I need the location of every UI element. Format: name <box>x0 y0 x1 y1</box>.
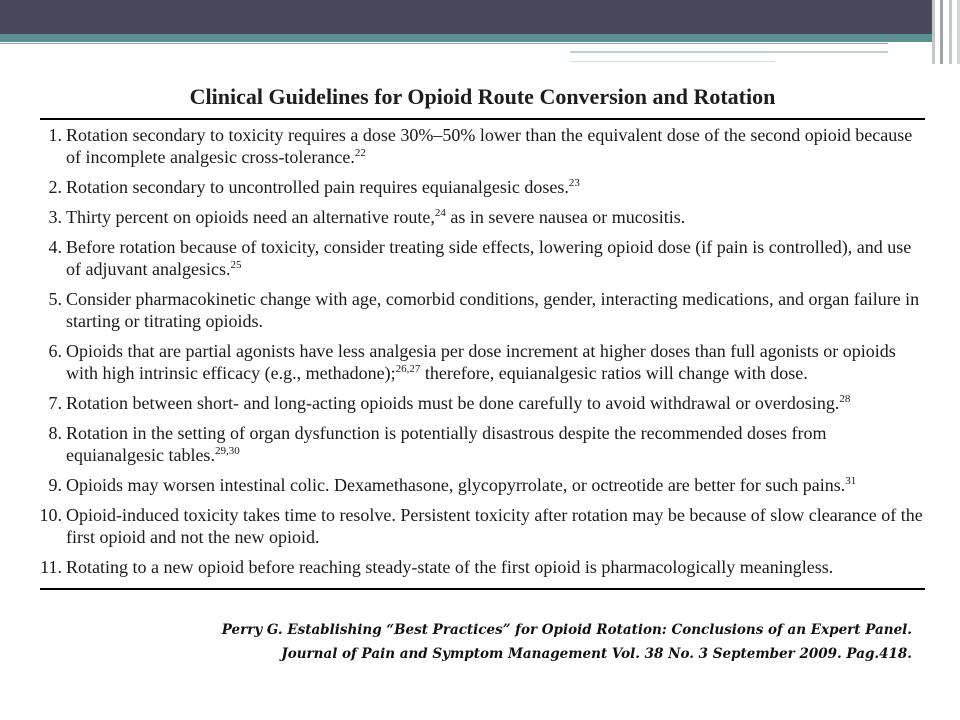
header-accent-stripe <box>0 34 932 42</box>
guideline-text: Consider pharmacokinetic change with age, comorbid conditions, gender, interacting medications, and organ failure in starting or titrating opioids. <box>66 289 920 331</box>
guideline-number: 4. <box>48 237 62 257</box>
guideline-text: Opioids that are partial agonists have less analgesia per dose increment at higher doses than full agonists or opioids with high intrinsic efficacy (e.g., methadone); <box>66 341 896 383</box>
guideline-number: 7. <box>48 393 62 413</box>
guideline-reference: 23 <box>568 177 580 189</box>
guideline-text: Rotation secondary to uncontrolled pain requires equianalgesic doses. <box>66 177 569 197</box>
citation-line-2: Journal of Pain and Symptom Management Vol. 38 No. 3 September 2009. Pag.418. <box>281 646 912 662</box>
guideline-number: 11. <box>40 557 62 577</box>
guideline-item <box>40 236 925 280</box>
guideline-text-continued: therefore, equianalgesic ratios will change with dose. <box>420 363 808 383</box>
guideline-reference: 25 <box>230 259 242 271</box>
header-accent-line-short <box>570 51 888 53</box>
guideline-item <box>40 504 925 548</box>
guideline-reference: 31 <box>845 475 857 487</box>
corner-bar <box>949 0 952 64</box>
guideline-item <box>40 176 925 198</box>
corner-decoration <box>932 0 960 64</box>
header-accent-line <box>0 43 888 44</box>
guideline-text: Before rotation because of toxicity, consider treating side effects, lowering opioid dose (if pain is controlled), and use of adjuvant analgesics. <box>66 237 912 279</box>
guideline-item <box>40 556 925 578</box>
guideline-item <box>40 206 925 228</box>
header-bar <box>0 0 932 34</box>
guideline-number: 3. <box>48 207 62 227</box>
guideline-text: Rotating to a new opioid before reaching steady-state of the first opioid is pharmacologically meaningless. <box>66 557 834 577</box>
corner-bar <box>932 0 935 64</box>
guideline-text: Thirty percent on opioids need an alternative route, <box>66 207 435 227</box>
guideline-item <box>40 288 925 332</box>
guideline-text: Rotation between short- and long-acting opioids must be done carefully to avoid withdrawal or overdosing. <box>66 393 840 413</box>
guideline-reference: 29,30 <box>214 445 240 457</box>
corner-bar <box>940 0 943 64</box>
guideline-number: 6. <box>48 341 62 361</box>
guidelines-list <box>40 124 925 586</box>
guideline-text-continued: as in severe nausea or mucositis. <box>445 207 686 227</box>
citation-line-1: Perry G. Establishing “Best Practices” for Opioid Rotation: Conclusions of an Expert Panel. <box>221 622 912 638</box>
guideline-number: 10. <box>39 505 62 525</box>
guideline-number: 8. <box>48 423 62 443</box>
guidelines-card <box>40 80 925 592</box>
guideline-item <box>40 340 925 384</box>
card-title: Clinical Guidelines for Opioid Route Conversion and Rotation <box>189 84 776 109</box>
guideline-reference: 28 <box>839 393 851 405</box>
guideline-number: 9. <box>48 475 62 495</box>
guideline-text: Opioid-induced toxicity takes time to resolve. Persistent toxicity after rotation may be because of slow clearance of the first opioid and not the new opioid. <box>66 505 923 547</box>
header-accent-line-shorter <box>570 61 775 62</box>
guideline-number: 2. <box>48 177 62 197</box>
guideline-item <box>40 392 925 414</box>
guideline-text: Rotation secondary to toxicity requires a dose 30%–50% lower than the equivalent dose of the second opioid because of incomplete analgesic cross-tolerance. <box>66 125 913 167</box>
guideline-text: Opioids may worsen intestinal colic. Dexamethasone, glycopyrrolate, or octreotide are better for such pains. <box>66 475 846 495</box>
guideline-reference: 24 <box>434 207 446 219</box>
bottom-rule <box>40 588 925 590</box>
guideline-item <box>40 124 925 168</box>
guideline-number: 5. <box>48 289 62 309</box>
guideline-number: 1. <box>48 125 62 145</box>
citation <box>222 618 912 666</box>
guideline-reference: 22 <box>354 147 366 159</box>
guideline-item <box>40 422 925 466</box>
title-rule <box>40 118 925 120</box>
guideline-reference: 26,27 <box>395 363 421 375</box>
guideline-item <box>40 474 925 496</box>
guideline-text: Rotation in the setting of organ dysfunction is potentially disastrous despite the recommended doses from equianalgesic tables. <box>66 423 827 465</box>
